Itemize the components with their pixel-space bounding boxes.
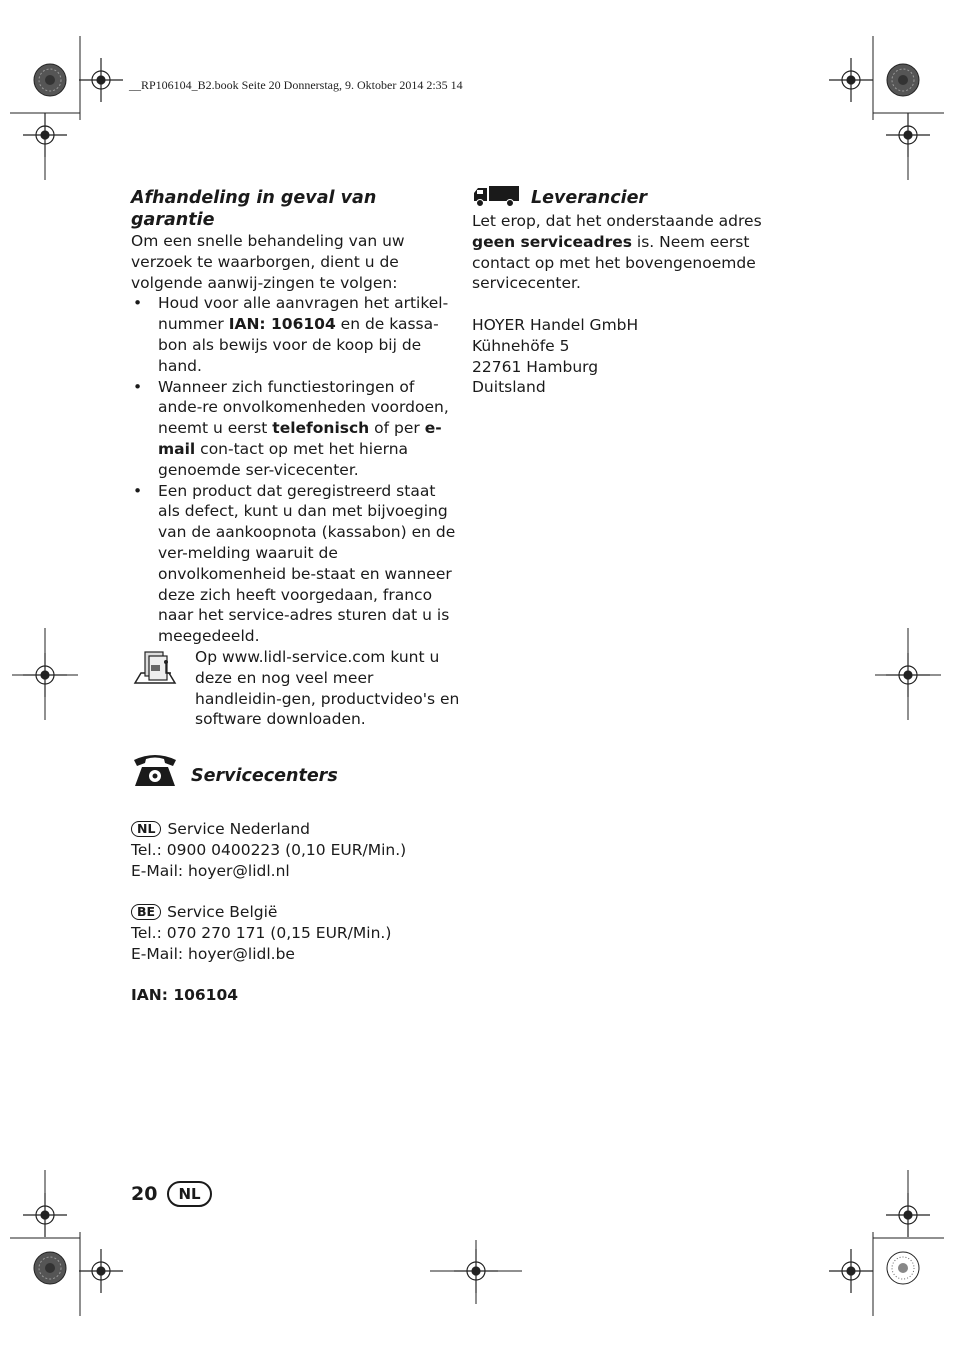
service-be-email: E-Mail: hoyer@lidl.be — [131, 944, 295, 963]
address-line: Kühnehöfe 5 — [472, 336, 570, 355]
bullet-item: • Wanneer zich functiestoringen of ande-re onvolkomenheden voordoen, neemt u eerst telefonisch of per e-mail con-tact op met het hierna genoemde ser-vicecenter. — [133, 377, 449, 479]
service-nl-name: Service Nederland — [167, 819, 310, 838]
right-column — [472, 187, 802, 398]
supplier-header — [472, 187, 802, 211]
warranty-title: Afhandeling in geval van garantie — [131, 188, 377, 230]
service-be-line — [131, 902, 461, 923]
bullet-symbol: • — [133, 294, 143, 313]
service-nl-line — [131, 819, 461, 840]
bullet-item: • Een product dat geregistreerd staat als defect, kunt u dan met bijvoeging van de aankoopnota (kassabon) en de ver-melding waaruit de onvolkomenheid be-staat en wanneer deze zich heeft voorgedaan, franco naar het service-adres sturen dat u is meegedeeld. — [133, 481, 456, 646]
tip-text: Op www.lidl-service.com kunt u deze en nog veel meer handleidin-gen, productvideo's en software downloaden. — [195, 647, 460, 729]
service-be-name: Service België — [167, 903, 278, 922]
bullet-item: • Houd voor alle aanvragen het artikel-nummer IAN: 106104 en de kassa-bon als bewijs voor de koop bij de hand. — [133, 294, 449, 375]
service-nl-email: E-Mail: hoyer@lidl.nl — [131, 861, 290, 880]
nl-badge: NL — [131, 821, 161, 837]
download-icon — [133, 649, 177, 693]
page-footer — [131, 1181, 212, 1207]
bullet-symbol: • — [133, 481, 143, 500]
supplier-note: Let erop, dat het onderstaande adres geen serviceadres is. Neem eerst contact op met het bovengenoemde servicecenter. — [472, 212, 762, 293]
servicecenters-header — [131, 750, 461, 798]
ian-number: IAN: 106104 — [131, 986, 239, 1005]
left-column — [131, 187, 461, 1006]
address-line: HOYER Handel GmbH — [472, 315, 639, 334]
phone-icon — [131, 750, 179, 796]
address-line: 22761 Hamburg — [472, 357, 599, 376]
warranty-intro: Om een snelle behandeling van uw verzoek te waarborgen, dient u de volgende aanwij-zingen te volgen: — [131, 232, 405, 292]
bullet-symbol: • — [133, 377, 143, 396]
truck-icon — [472, 185, 520, 213]
service-nl-tel: Tel.: 0900 0400223 (0,10 EUR/Min.) — [131, 840, 407, 859]
page-number: 20 — [131, 1183, 158, 1205]
address-line: Duitsland — [472, 378, 546, 397]
supplier-title: Leverancier — [531, 188, 648, 208]
servicecenters-title: Servicecenters — [191, 766, 338, 787]
be-badge: BE — [131, 904, 161, 920]
language-badge: NL — [167, 1181, 211, 1207]
download-tip — [131, 647, 461, 730]
print-header: __RP106104_B2.book Seite 20 Donnerstag, 9. Oktober 2014 2:35 14 — [129, 78, 463, 92]
service-be-tel: Tel.: 070 270 171 (0,15 EUR/Min.) — [131, 923, 392, 942]
